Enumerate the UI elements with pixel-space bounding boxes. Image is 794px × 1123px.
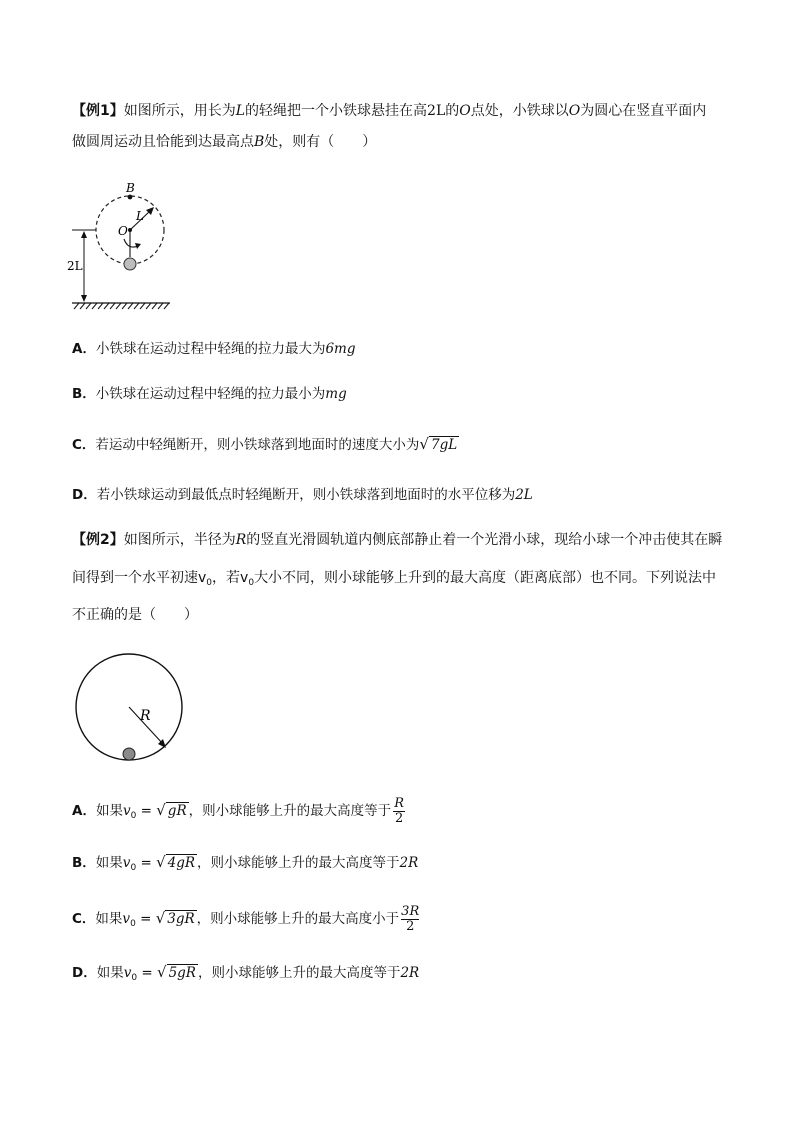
ex2-stem-line1: 【例2】如图所示，半径为R的竖直光滑圆轨道内侧底部静止着一个光滑小球，现给小球一个冲击使其在瞬 (72, 532, 723, 548)
ex2-option-a[interactable]: A．如果$v_0$ = √ gR ，则小球能够上升的最大高度等于 $\frac{R}{2}$ (72, 795, 404, 826)
ex1-rotation-arrow (124, 239, 138, 247)
ex1-stem-line2: 做圆周运动且恰能到达最高点B处，则有（ ） (72, 134, 377, 150)
ex2-tag: 【例2】 (72, 532, 124, 548)
ex1-label-2l: 2L (67, 259, 83, 273)
ex1-option-a[interactable]: A．小铁球在运动过程中轻绳的拉力最大为6mg (72, 341, 356, 357)
ex1-option-c[interactable]: C．若运动中轻绳断开，则小铁球落到地面时的速度大小为√ 7gL (72, 433, 459, 456)
ex1-option-c-sqrt: √ 7gL (419, 435, 458, 453)
ex2-label-r: R (140, 708, 151, 724)
ex2-stem-line2: 间得到一个水平初速$v_0$，若$v_0$大小不同，则小球能够上升到的最大高度（距离底部）也不同。下列说法中 (72, 570, 717, 588)
ex2-ball (123, 748, 135, 760)
ex1-figure (66, 176, 186, 312)
ex1-ground-hatch (74, 303, 169, 309)
ex1-tag: 【例1】 (72, 103, 124, 119)
ex1-option-b[interactable]: B．小铁球在运动过程中轻绳的拉力最小为mg (72, 386, 347, 402)
ex2-option-c-fraction: $\frac{3R}{2}$ (401, 903, 420, 934)
ex2-figure (72, 652, 188, 764)
ex1-dim-arrow-top (81, 231, 87, 238)
ex1-label-l: L (136, 209, 144, 223)
ex2-stem-line3: 不正确的是（ ） (72, 607, 198, 623)
ex2-option-d[interactable]: D．如果$v_0$ = √ 5gR ，则小球能够上升的最大高度等于2R (72, 963, 420, 983)
ex1-rotation-arrowhead (135, 243, 141, 249)
ex1-point-b (128, 195, 133, 200)
ex2-option-c[interactable]: C．如果$v_0$ = √ 3gR ，则小球能够上升的最大高度小于 $\frac{3R}{2}$ (72, 903, 420, 934)
ex1-label-o: O (118, 224, 128, 238)
ex1-stem-line1: 【例1】如图所示，用长为L的轻绳把一个小铁球悬挂在高2L的O点处，小铁球以O为圆心在竖直平面内 (72, 103, 707, 119)
ex1-option-d[interactable]: D．若小铁球运动到最低点时轻绳断开，则小铁球落到地面时的水平位移为2L (72, 487, 533, 503)
ex1-label-b: B (126, 181, 135, 195)
ex1-dim-arrow-bottom (81, 295, 87, 302)
ex1-ball (124, 258, 136, 270)
ex2-option-b[interactable]: B．如果$v_0$ = √ 4gR ，则小球能够上升的最大高度等于2R (72, 853, 419, 873)
ex2-option-a-fraction: $\frac{R}{2}$ (394, 795, 404, 826)
